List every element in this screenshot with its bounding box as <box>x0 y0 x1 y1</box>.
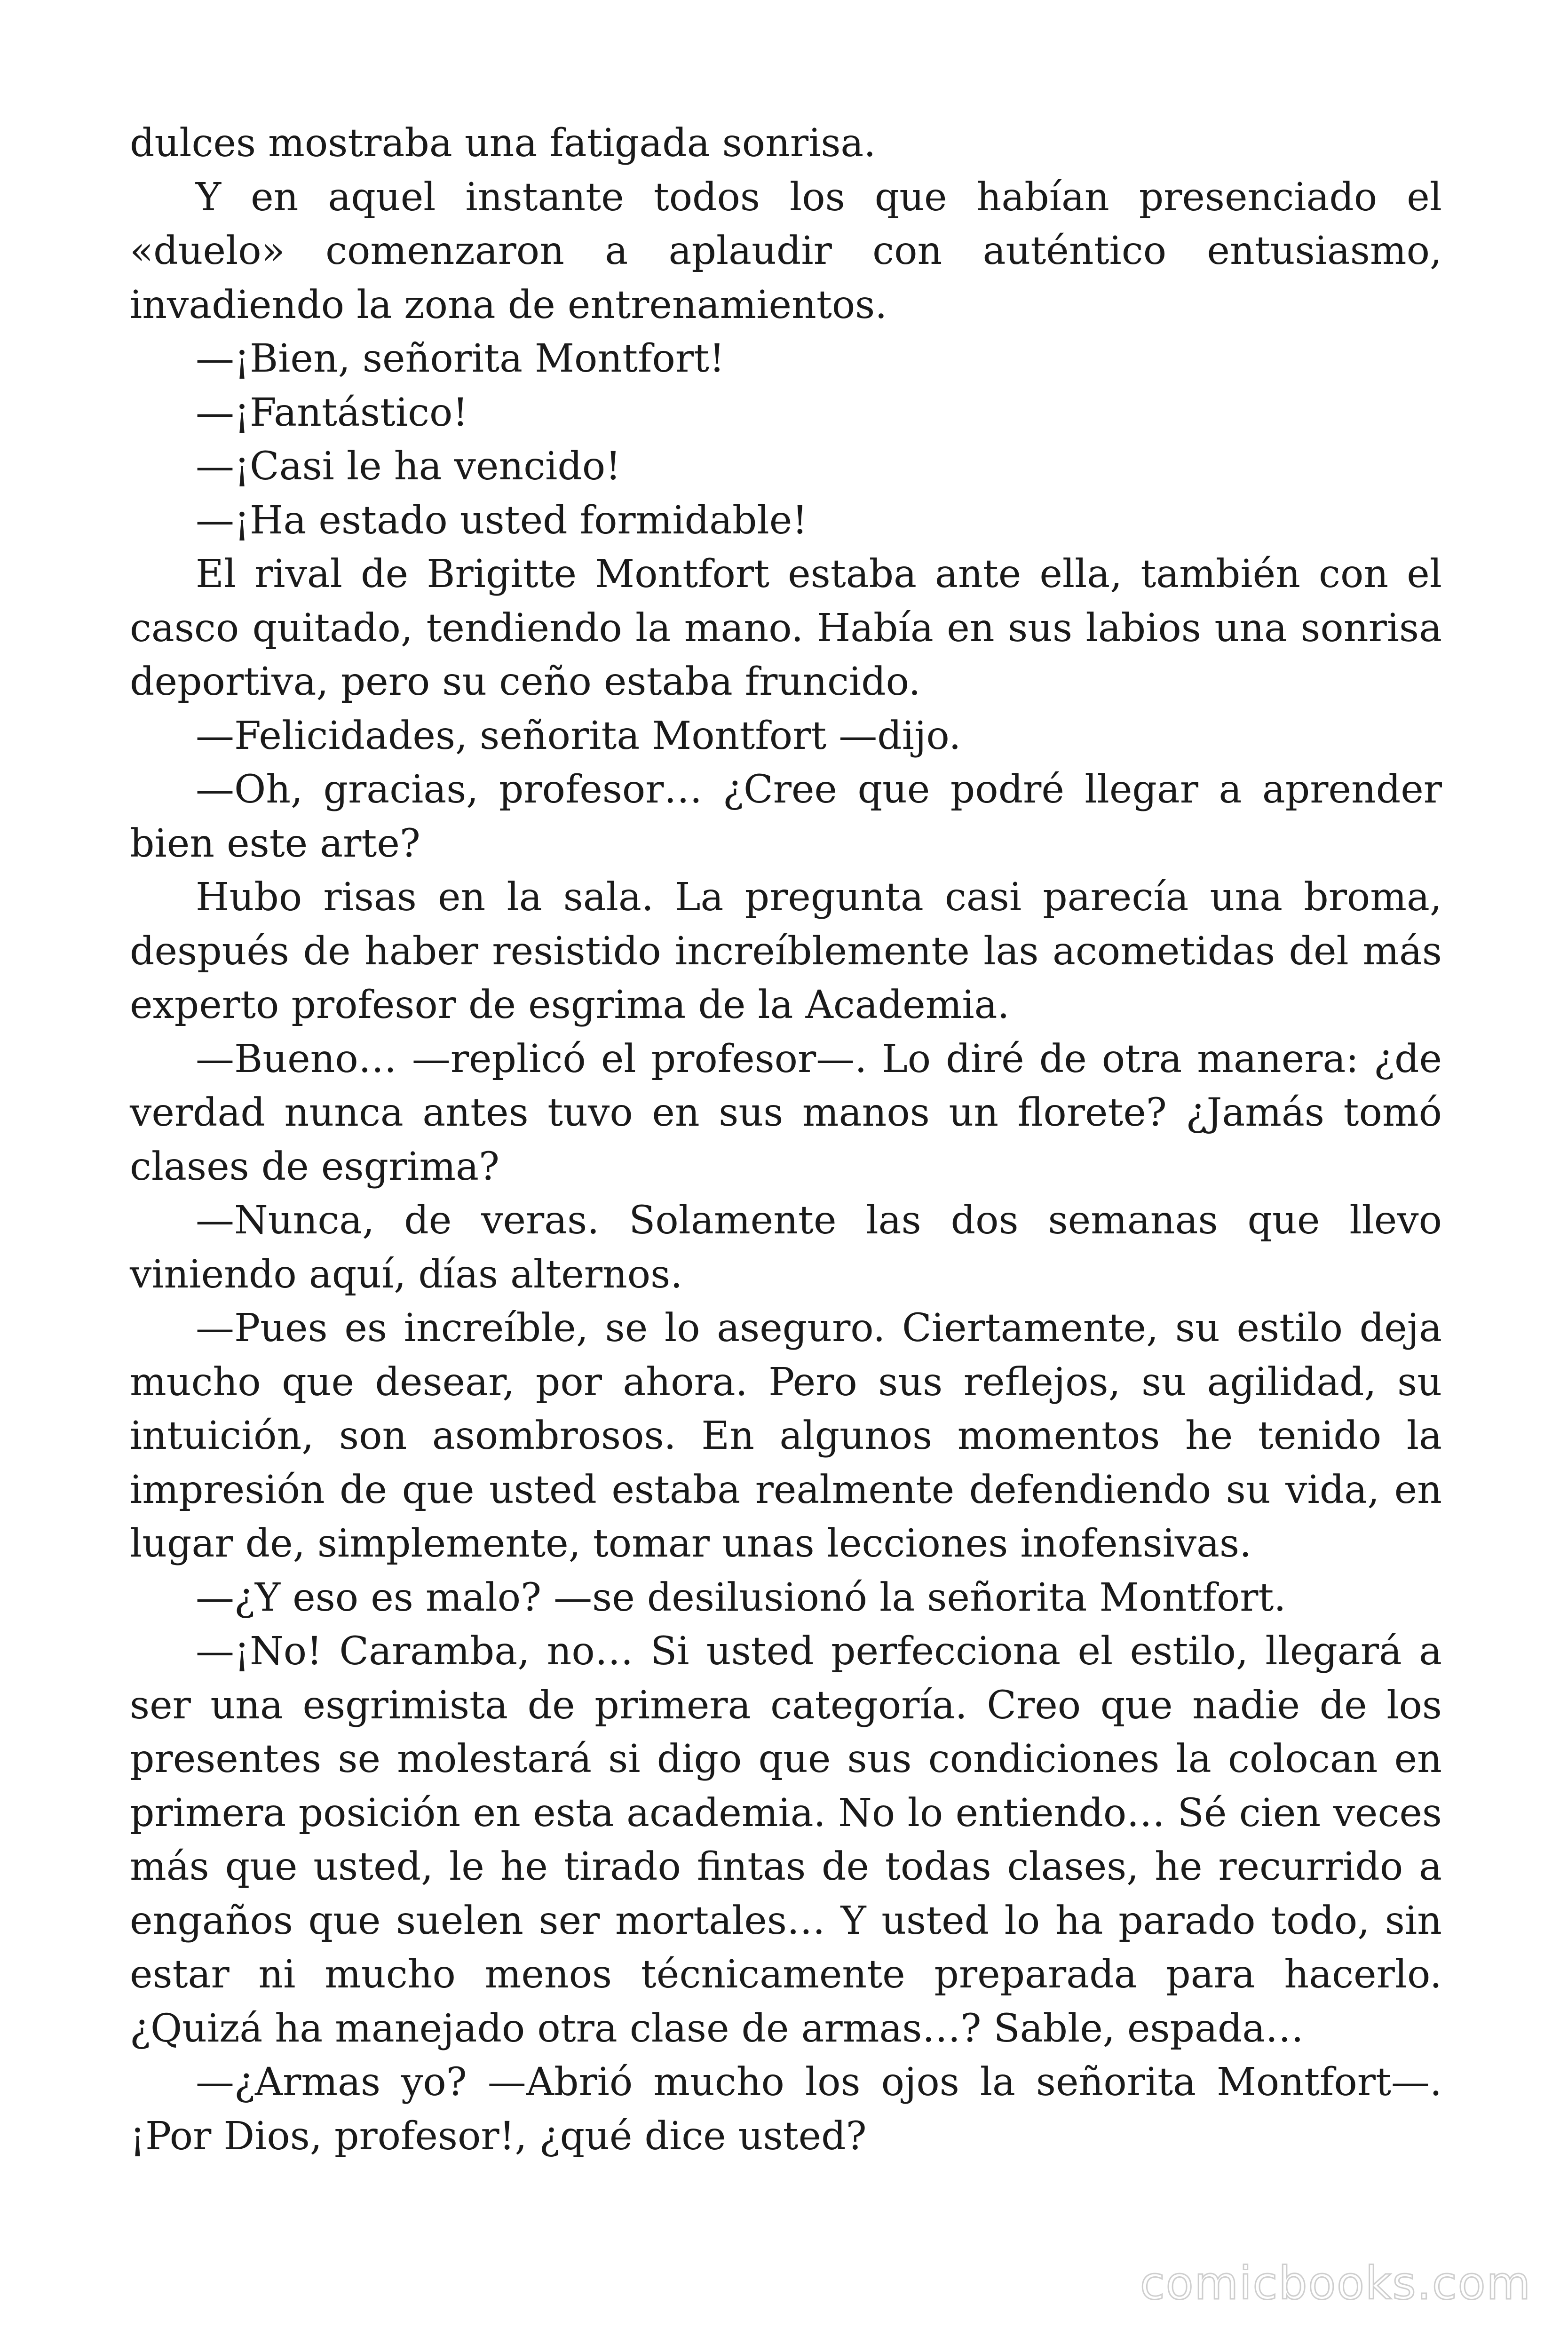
paragraph: Y en aquel instante todos los que habían presenciado el «duelo» comenzaron a aplaudir con auténtico entusiasmo, invadiendo la zona de entrenamientos. <box>130 175 1442 327</box>
dialogue-line: —Nunca, de veras. Solamente las dos semanas que llevo viniendo aquí, días alternos. <box>130 1198 1442 1297</box>
dialogue-line: —¡Fantástico! <box>196 390 468 435</box>
paragraph: El rival de Brigitte Montfort estaba ante ella, también con el casco quitado, tendiendo la mano. Había en sus labios una sonrisa deportiva, pero su ceño estaba fruncido. <box>130 552 1442 704</box>
dialogue-line: —¡Bien, señorita Montfort! <box>196 336 725 381</box>
dialogue-line: —¿Armas yo? —Abrió mucho los ojos la señorita Montfort—. ¡Por Dios, profesor!, ¿qué dice usted? <box>130 2060 1442 2159</box>
dialogue-line: —¡Ha estado usted formidable! <box>196 498 808 543</box>
dialogue-line: —Pues es increíble, se lo aseguro. Ciertamente, su estilo deja mucho que desear, por ahora. Pero sus reflejos, su agilidad, su intuición, son asombrosos. En algunos momentos he tenido la impresión de que usted estaba realmente defendiendo su vida, en lugar de, simplemente, tomar unas lecciones inofensivas. <box>130 1306 1442 1566</box>
watermark: comicbooks.com <box>1140 2257 1531 2310</box>
body-text <box>130 117 1442 2163</box>
paragraph: Hubo risas en la sala. La pregunta casi parecía una broma, después de haber resistido increíblemente las acometidas del más experto profesor de esgrima de la Academia. <box>130 875 1442 1027</box>
dialogue-line: —¡No! Caramba, no… Si usted perfecciona el estilo, llegará a ser una esgrimista de primera categoría. Creo que nadie de los presentes se molestará si digo que sus condiciones la colocan en primera posición en esta academia. No lo entiendo… Sé cien veces más que usted, le he tirado fintas de todas clases, he recurrido a engaños que suelen ser mortales… Y usted lo ha parado todo, sin estar ni mucho menos técnicamente preparada para hacerlo. ¿Quizá ha manejado otra clase de armas…? Sable, espada… <box>130 1629 1442 2051</box>
dialogue-line: —Oh, gracias, profesor… ¿Cree que podré llegar a aprender bien este arte? <box>130 767 1442 866</box>
dialogue-line: —Felicidades, señorita Montfort —dijo. <box>196 713 961 758</box>
dialogue-line: —¿Y eso es malo? —se desilusionó la señorita Montfort. <box>196 1575 1286 1620</box>
dialogue-line: —¡Casi le ha vencido! <box>196 444 621 489</box>
dialogue-line: —Bueno… —replicó el profesor—. Lo diré de otra manera: ¿de verdad nunca antes tuvo en sus manos un florete? ¿Jamás tomó clases de esgrima? <box>130 1036 1442 1189</box>
paragraph: dulces mostraba una fatigada sonrisa. <box>130 121 876 166</box>
